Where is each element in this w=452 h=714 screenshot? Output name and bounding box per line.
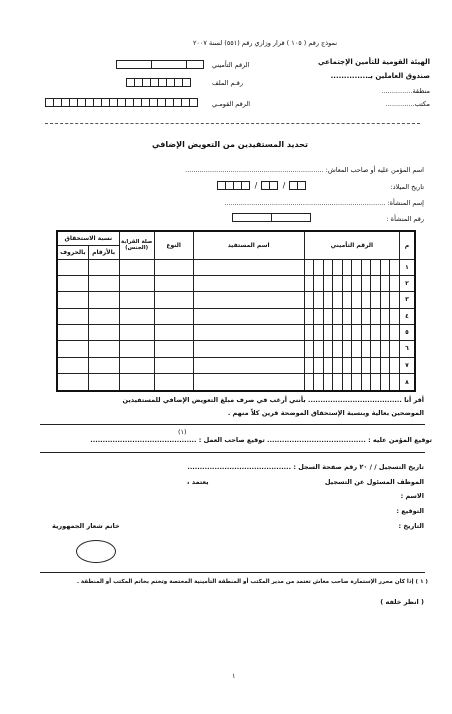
row-number: ٣ xyxy=(400,292,416,308)
region-field: منطقة............... xyxy=(381,87,430,95)
col-share-group: نسبة الاستحقاق xyxy=(57,231,119,245)
form-title: تحديد المستفيدين من التعويض الإضافي xyxy=(152,140,308,149)
row-number: ٤ xyxy=(400,308,416,324)
col-share-numbers: بالأرقام xyxy=(88,245,119,259)
org-name: الهيئة القومية للتأمين الإجتماعي xyxy=(318,58,430,66)
registration-officer: الموظف المسئول عن التسجيل xyxy=(324,478,424,486)
table-row[interactable] xyxy=(57,374,415,391)
col-share-letters: بالحروف xyxy=(57,245,88,259)
file-number-label: رقـم الملف xyxy=(212,79,243,87)
page-number: ١ xyxy=(232,672,236,680)
beneficiaries-table xyxy=(56,230,416,392)
declaration-line-1: أقر أنا ...................................... بأنني أرغب في صرف مبلغ التعويض الإضافي للمستفيدين xyxy=(122,396,424,404)
birth-date-boxes[interactable]: / / xyxy=(218,181,306,190)
row-number: ١ xyxy=(400,259,416,275)
date-label: التاريخ : xyxy=(398,522,424,530)
table-row[interactable] xyxy=(57,275,415,291)
row-number: ٦ xyxy=(400,341,416,357)
insurance-number-boxes[interactable] xyxy=(117,60,204,69)
footer-divider xyxy=(40,572,425,573)
col-relation: صلة القرابة (الجنس) xyxy=(119,231,154,259)
approved-label: يعتمد ، xyxy=(187,478,209,486)
col-row-number: م xyxy=(400,231,416,259)
row-number: ٧ xyxy=(400,357,416,373)
national-id-label: الرقم القومـي xyxy=(212,100,251,108)
signature-label: التوقيع : xyxy=(396,507,424,515)
table-row[interactable] xyxy=(57,324,415,340)
insurance-number-label: الرقم التأميني xyxy=(212,61,250,69)
seal-label: خاتم شعار الجمهورية xyxy=(52,522,120,530)
establishment-number-boxes[interactable] xyxy=(233,213,311,222)
row-number: ٥ xyxy=(400,324,416,340)
declaration-divider xyxy=(40,424,425,425)
row-number: ٢ xyxy=(400,275,416,291)
table-row[interactable] xyxy=(57,259,415,275)
table-row[interactable] xyxy=(57,308,415,324)
file-number-boxes[interactable] xyxy=(127,78,191,87)
office-field: مكتب.............. xyxy=(385,100,430,108)
table-row[interactable] xyxy=(57,357,415,373)
header-divider xyxy=(45,123,420,124)
establishment-number-label: رقم المنشأة : xyxy=(386,215,424,223)
org-fund: صندوق العاملين بـ.............. xyxy=(330,72,430,80)
insured-name-field[interactable]: اسم المؤمن عليه أو صاحب المعاش: ................................................................... xyxy=(185,166,424,174)
col-insurance-number: الرقم التأميني xyxy=(304,231,399,259)
row-number: ٨ xyxy=(400,374,416,391)
signatures-divider xyxy=(40,452,425,453)
footnote-marker: (١) xyxy=(178,428,187,436)
seal-placeholder xyxy=(76,540,116,563)
declaration-line-2: الموضحين بعالية وبنسبة الإستحقاق الموضحة قرين كلاً منهم . xyxy=(227,409,424,417)
birth-date-label: تاريخ الميلاد: xyxy=(390,183,424,191)
name-label: الاسم : xyxy=(400,492,424,500)
see-back-note: ( انظر خلفه ) xyxy=(380,598,424,606)
footnote-text: ( ١ ) إذا كان محرر الإستمارة صاحب معاش تعتمد من مدير المكتب أو المنطقة التأمينية المختصة وتختم بخاتم المكتب أو المنطقة . xyxy=(76,579,428,585)
table-row[interactable] xyxy=(57,292,415,308)
col-type: النوع xyxy=(154,231,193,259)
national-id-boxes[interactable] xyxy=(46,98,198,107)
col-beneficiary-name: اسم المستفيد xyxy=(193,231,304,259)
table-row[interactable] xyxy=(57,341,415,357)
registration-date-line[interactable]: تاريخ التسجيل / / ٢٠ رقم صفحة السجل : .......................................... xyxy=(187,463,424,471)
establishment-name-field[interactable]: إسم المنشأة: .............................................................................. xyxy=(224,199,424,207)
form-reference: نموذج رقم ( ١٠٥ ) قرار وزاري رقم (٥٥١) لسنة ٢٠٠٧ xyxy=(192,39,338,47)
signatures-line[interactable]: توقيع المؤمن عليه : ........................................ توقيع صاحب العمل : ........................................... xyxy=(90,436,432,444)
